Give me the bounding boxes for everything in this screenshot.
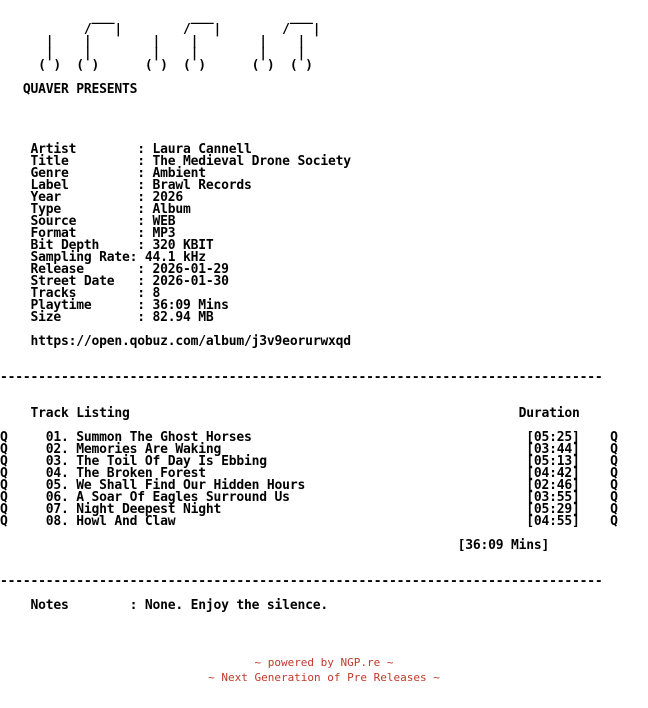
track-row: Q 08. Howl And Claw [04:55] Q [0, 514, 618, 529]
info-artist: Artist : Laura Cannell [0, 142, 252, 157]
ascii-art-line: / | / | / | [0, 22, 321, 37]
ascii-art-line: ___ ___ ___ [0, 10, 313, 25]
divider: ------------------------------------------------------------------------------- [0, 370, 603, 385]
track-row: Q 04. The Broken Forest [04:42] Q [0, 466, 618, 481]
info-year: Year : 2026 [0, 190, 184, 205]
track-row: Q 01. Summon The Ghost Horses [05:25] Q [0, 430, 618, 445]
track-row: Q 05. We Shall Find Our Hidden Hours [02:46] Q [0, 478, 618, 493]
ascii-art-line: | | | | | | [0, 46, 306, 61]
footer-tagline: ~ Next Generation of Pre Releases ~ [208, 671, 440, 684]
presents-line: QUAVER PRESENTS [0, 82, 138, 97]
info-size: Size : 82.94 MB [0, 310, 214, 325]
track-row: Q 07. Night Deepest Night [05:29] Q [0, 502, 618, 517]
album-url[interactable]: https://open.qobuz.com/album/j3v9eorurwxqd [0, 334, 351, 349]
tracklist-header: Track Listing Duration [0, 406, 580, 421]
track-row: Q 06. A Soar Of Eagles Surround Us [03:55] Q [0, 490, 618, 505]
total-duration: [36:09 Mins] [0, 538, 550, 553]
info-format: Format : MP3 [0, 226, 176, 241]
info-playtime: Playtime : 36:09 Mins [0, 298, 229, 313]
info-sampling-rate: Sampling Rate: 44.1 kHz [0, 250, 206, 265]
info-label: Label : Brawl Records [0, 178, 252, 193]
divider: ------------------------------------------------------------------------------- [0, 574, 603, 589]
info-release: Release : 2026-01-29 [0, 262, 229, 277]
info-genre: Genre : Ambient [0, 166, 206, 181]
footer-powered-by: ~ powered by NGP.re ~ [254, 656, 394, 669]
ascii-art-line: | | | | | | [0, 34, 306, 49]
info-bit-depth: Bit Depth : 320 KBIT [0, 238, 214, 253]
info-street-date: Street Date : 2026-01-30 [0, 274, 229, 289]
notes-line: Notes : None. Enjoy the silence. [0, 598, 328, 613]
info-type: Type : Album [0, 202, 191, 217]
info-source: Source : WEB [0, 214, 176, 229]
track-row: Q 03. The Toil Of Day Is Ebbing [05:13] Q [0, 454, 618, 469]
info-tracks: Tracks : 8 [0, 286, 161, 301]
info-title: Title : The Medieval Drone Society [0, 154, 351, 169]
track-row: Q 02. Memories Are Waking [03:44] Q [0, 442, 618, 457]
ascii-art-line: ( ) ( ) ( ) ( ) ( ) ( ) [0, 58, 313, 73]
